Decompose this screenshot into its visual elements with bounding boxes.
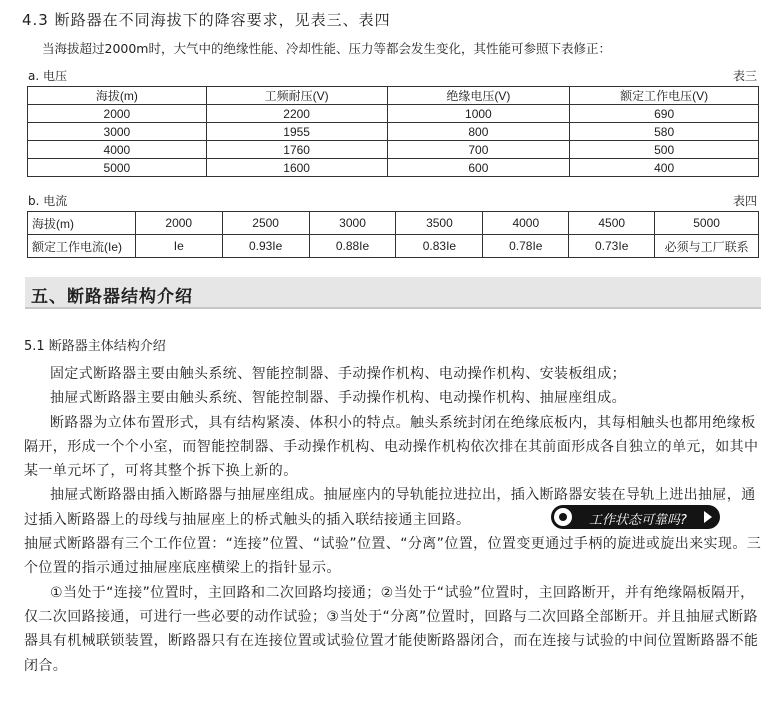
section-5-banner: [25, 277, 761, 309]
table-cell: 690: [570, 105, 759, 123]
table-cell: 580: [570, 123, 759, 141]
table-cell: 2500: [222, 212, 309, 235]
table3-caption: a. 电压: [28, 69, 67, 83]
table-cell: 600: [387, 159, 570, 177]
table-row: [28, 141, 759, 159]
voltage-table: [27, 86, 759, 177]
paragraph: ①当处于“连接”位置时，主回路和二次回路均接通；②当处于“试验”位置时，主回路断开，并有绝缘隔板隔开，仅二次回路接通，可进行一些必要的动作试验；③当处于“分离”位置时，回路与二次回路全部断开。并且抽屉式断路器具有机械联锁装置，断路器只有在连接位置或试验位置才能使断路器闭合，而在连接与试验的中间位置断路器不能闭合。: [24, 584, 759, 674]
intro-text: 当海拔超过2000m时，大气中的绝缘性能、冷却性能、压力等都会发生变化，其性能可参照下表修正：: [42, 41, 611, 56]
table-cell: 额定工作电流(Ie): [28, 235, 136, 258]
play-arrow-icon: [704, 511, 712, 523]
table-cell: 必须与工厂联系: [655, 235, 759, 258]
record-dot-icon: [554, 508, 572, 526]
header-cell: 绝缘电压(V): [387, 87, 570, 105]
paragraph: 断路器为立体布置形式，具有结构紧凑、体积小的特点。触头系统封闭在绝缘底板内，其每相触头也都用绝缘板隔开，形成一个个小室，而智能控制器、手动操作机构、电动操作机构依次排在其前面形成各自独立的单元，如其中某一单元坏了，可将其整个拆下换上新的。: [24, 414, 759, 480]
table-cell: 0.73Ie: [569, 235, 655, 258]
table-cell: Ie: [135, 235, 222, 258]
table-cell: 0.88Ie: [309, 235, 396, 258]
table-header-row: [28, 87, 759, 105]
paragraph: 抽屉式断路器有三个工作位置：“连接”位置、“试验”位置、“分离”位置，位置变更通过手柄的旋进或旋出来实现。三个位置的指示通过抽屉座底座横梁上的指针显示。: [24, 536, 762, 577]
table-cell: 3500: [396, 212, 483, 235]
paragraph: 抽屉式断路器由插入断路器与抽屉座组成。抽屉座内的导轨能拉进拉出，插入断路器安装在导轨上进出抽屉，通过插入断路器上的母线与抽屉座上的桥式触头的插入联结接通主回路。: [24, 487, 756, 528]
table-row: [28, 123, 759, 141]
table-row: [28, 212, 759, 235]
table-cell: 400: [570, 159, 759, 177]
paragraph: 固定式断路器主要由触头系统、智能控制器、手动操作机构、电动操作机构、安装板组成；: [50, 366, 626, 382]
table-cell: 500: [570, 141, 759, 159]
table-cell: 4500: [569, 212, 655, 235]
header-cell: 工频耐压(V): [206, 87, 387, 105]
table4-label: 表四: [733, 194, 758, 208]
table-cell: 海拔(m): [28, 212, 136, 235]
paragraph: 抽屉式断路器主要由触头系统、智能控制器、手动操作机构、电动操作机构、抽屉座组成。: [50, 390, 626, 407]
table4-caption: b. 电流: [28, 194, 68, 208]
section-heading-4-3: 4.3 断路器在不同海拔下的降容要求，见表三、表四: [22, 11, 391, 29]
table-cell: 1760: [206, 141, 387, 159]
table-row: [28, 235, 759, 258]
table-cell: 3000: [28, 123, 207, 141]
table-cell: 1600: [206, 159, 387, 177]
bubble-text: 工作状态可靠吗?: [589, 513, 687, 528]
table-cell: 5000: [655, 212, 759, 235]
table-cell: 700: [387, 141, 570, 159]
table-cell: 1955: [206, 123, 387, 141]
table-row: [28, 105, 759, 123]
tooltip-bubble[interactable]: [551, 505, 720, 529]
section-5-title: 五、断路器结构介绍: [31, 287, 193, 307]
table-cell: 4000: [28, 141, 207, 159]
table-row: [28, 159, 759, 177]
table-cell: 0.93Ie: [222, 235, 309, 258]
table-cell: 2000: [135, 212, 222, 235]
table-cell: 0.83Ie: [396, 235, 483, 258]
table-cell: 0.78Ie: [483, 235, 569, 258]
table-cell: 4000: [483, 212, 569, 235]
table-cell: 2000: [28, 105, 207, 123]
header-cell: 海拔(m): [28, 87, 207, 105]
header-cell: 额定工作电压(V): [570, 87, 759, 105]
table-cell: 800: [387, 123, 570, 141]
table3-label: 表三: [733, 69, 758, 83]
table-cell: 1000: [387, 105, 570, 123]
table-cell: 3000: [309, 212, 396, 235]
current-table: [27, 211, 759, 258]
subsection-5-1-heading: 5.1 断路器主体结构介绍: [24, 339, 166, 354]
table-cell: 2200: [206, 105, 387, 123]
table-cell: 5000: [28, 159, 207, 177]
